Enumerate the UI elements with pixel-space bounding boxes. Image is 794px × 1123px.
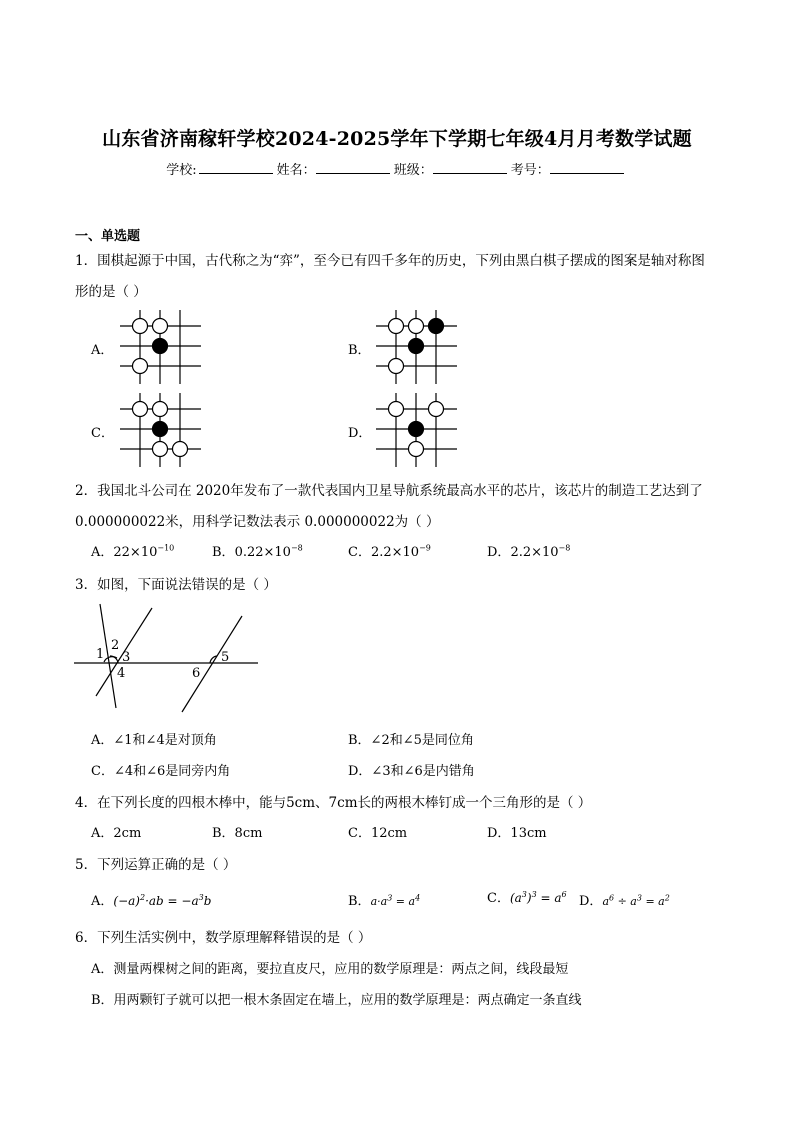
q3-figure-parallel-lines (74, 600, 264, 718)
q2-option-c: C．$2.2\times 10^{-9}$ (348, 543, 431, 560)
angle-label-5: 5 (221, 650, 230, 665)
q3-text-line1: 3．如图，下面说法错误的是（ ） (75, 577, 277, 593)
black-stone (409, 339, 424, 354)
black-stone (153, 339, 168, 354)
name-label: 姓名： (276, 163, 316, 178)
q2-text-line1: 2．我国北斗公司在 2020年发布了一款代表国内卫星导航系统最高水平的芯片，该芯片的制造工艺达到了 (75, 483, 703, 499)
q6-option-a: A．测量两棵树之间的距离，要拉直皮尺，应用的数学原理是：两点之间，线段最短 (91, 962, 569, 977)
black-stone (153, 422, 168, 437)
q2-text-line2: 0.000000022米，用科学记数法表示 0.000000022为（ ） (75, 514, 440, 530)
white-stone (409, 442, 424, 457)
q6-text-line1: 6．下列生活实例中，数学原理解释错误的是（ ） (75, 930, 372, 946)
school-label: 学校: (166, 163, 197, 178)
school-blank[interactable] (199, 161, 273, 174)
white-stone (409, 319, 424, 334)
white-stone (133, 319, 148, 334)
go-pattern-c (115, 389, 205, 469)
q5-option-b: B．$a\cdot a^3 = a^4$ (348, 893, 421, 909)
class-label: 班级： (393, 163, 433, 178)
white-stone (389, 359, 404, 374)
q3-option-b: B．∠2和∠5是同位角 (348, 733, 474, 748)
q4-text-line1: 4．在下列长度的四根木棒中，能与5cm、7cm长的两根木棒钉成一个三角形的是（ ） (75, 795, 592, 811)
white-stone (389, 319, 404, 334)
angle-label-3: 3 (122, 650, 131, 665)
section-heading: 一、单选题 (75, 229, 141, 244)
q2-option-d: D．$2.2\times 10^{-8}$ (487, 543, 571, 560)
black-stone (429, 319, 444, 334)
exam-no-label: 考号： (510, 163, 550, 178)
white-stone (153, 319, 168, 334)
go-pattern-a (115, 306, 205, 386)
white-stone (133, 402, 148, 417)
class-blank[interactable] (433, 161, 507, 174)
q6-option-b: B．用两颗钉子就可以把一根木条固定在墙上，应用的数学原理是：两点确定一条直线 (91, 993, 582, 1008)
q1-option-c-label: C． (91, 426, 114, 441)
q1-option-a-label: A． (91, 343, 114, 358)
go-pattern-b (371, 306, 461, 386)
white-stone (153, 402, 168, 417)
white-stone (389, 402, 404, 417)
q5-text-line1: 5．下列运算正确的是（ ） (75, 857, 237, 873)
q4-option-b: B．8cm (212, 826, 263, 841)
q5-option-d: D．$a^6 \div a^3 = a^2$ (579, 893, 670, 909)
go-pattern-d (371, 389, 461, 469)
q3-option-a: A．∠1和∠4是对顶角 (91, 733, 217, 748)
angle-label-4: 4 (117, 666, 126, 681)
q1-text-line2: 形的是（ ） (75, 284, 147, 300)
q2-option-b: B．$0.22\times 10^{-8}$ (212, 543, 303, 560)
white-stone (173, 442, 188, 457)
q1-text-line1: 1．围棋起源于中国，古代称之为“弈”，至今已有四千多年的历史，下列由黑白棋子摆成的图案是轴对称图 (75, 253, 705, 269)
q2-option-a: A．$22\times 10^{-10}$ (91, 543, 175, 560)
page-title: 山东省济南稼轩学校2024-2025学年下学期七年级4月月考数学试题 (102, 128, 692, 150)
q4-option-d: D．13cm (487, 826, 547, 841)
angle-label-6: 6 (192, 666, 201, 681)
q1-option-b-label: B． (348, 343, 371, 358)
q5-option-a: A．$(-a)^2\cdot ab = -a^3b$ (91, 893, 212, 909)
student-info-line (0, 159, 794, 178)
q4-option-a: A．2cm (91, 826, 142, 841)
exam-no-blank[interactable] (550, 161, 624, 174)
angle-label-2: 2 (111, 638, 120, 653)
white-stone (133, 359, 148, 374)
white-stone (429, 402, 444, 417)
black-stone (409, 422, 424, 437)
q3-option-c: C．∠4和∠6是同旁内角 (91, 764, 231, 779)
white-stone (153, 442, 168, 457)
q5-option-c: C．$(a^3)^3 = a^6$ (487, 890, 567, 906)
q3-option-d: D．∠3和∠6是内错角 (348, 764, 475, 779)
angle-label-1: 1 (96, 647, 105, 662)
q1-option-d-label: D． (348, 426, 372, 441)
name-blank[interactable] (316, 161, 390, 174)
q4-option-c: C．12cm (348, 826, 408, 841)
